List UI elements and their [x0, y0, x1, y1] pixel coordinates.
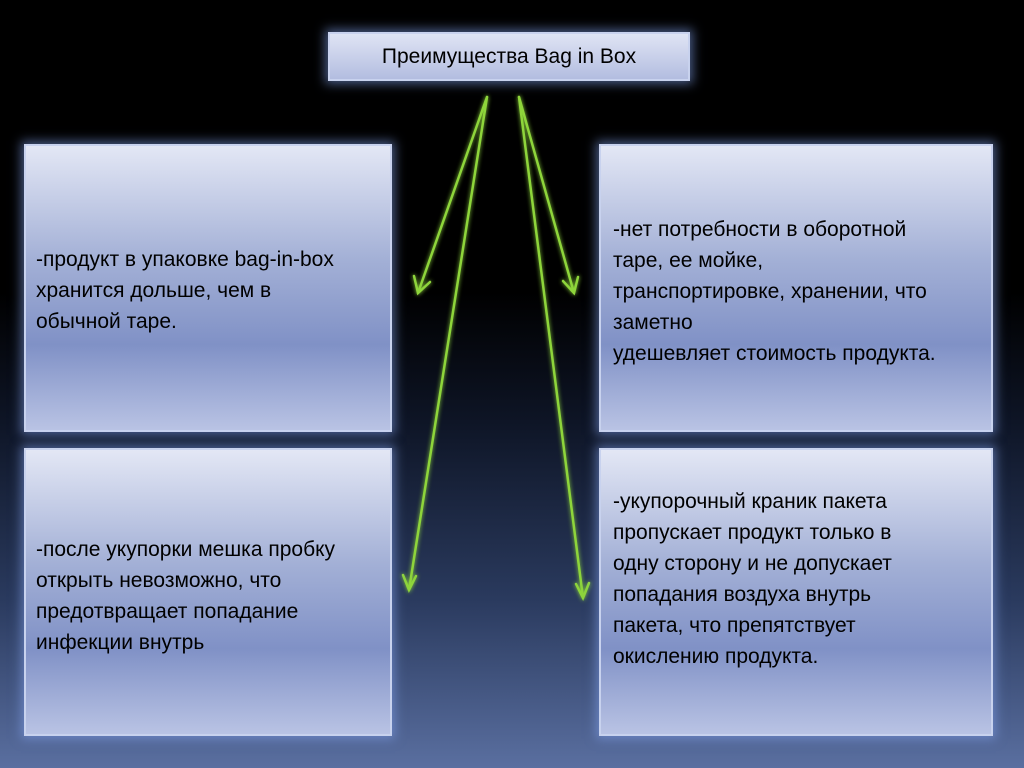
page-title: Преимущества Bag in Box [381, 44, 637, 68]
advantage-box-bottom-right [599, 448, 993, 736]
arrow-to-bottom-right [519, 97, 583, 598]
arrow-to-top-right [519, 97, 574, 293]
arrowhead-top-right [563, 277, 578, 293]
advantage-box-top-left [24, 144, 392, 432]
advantage-text-top-right: -нет потребности в оборотной таре, ее мойке, транспортировке, хранении, что заметно удешевляет стоимость продукта. [613, 218, 936, 365]
arrowhead-bottom-right [576, 583, 589, 598]
advantage-text-bottom-right: -укупорочный краник пакета пропускает продукт только в одну сторону и не допускает попадания воздуха внутрь пакета, что препятствует окислению продукта. [613, 490, 892, 668]
arrow-to-bottom-left [409, 97, 487, 590]
advantage-text-bottom-left: -после укупорки мешка пробку открыть невозможно, что предотвращает попадание инфекции внутрь [36, 538, 336, 654]
advantage-text-top-left: -продукт в упаковке bag-in-box хранится дольше, чем в обычной таре. [36, 248, 334, 333]
arrowhead-top-left [414, 276, 430, 293]
arrow-to-top-left [418, 97, 487, 293]
advantage-box-bottom-left [24, 448, 392, 736]
advantage-box-top-right [599, 144, 993, 432]
title-box [328, 32, 690, 81]
arrowhead-bottom-left [403, 575, 416, 590]
